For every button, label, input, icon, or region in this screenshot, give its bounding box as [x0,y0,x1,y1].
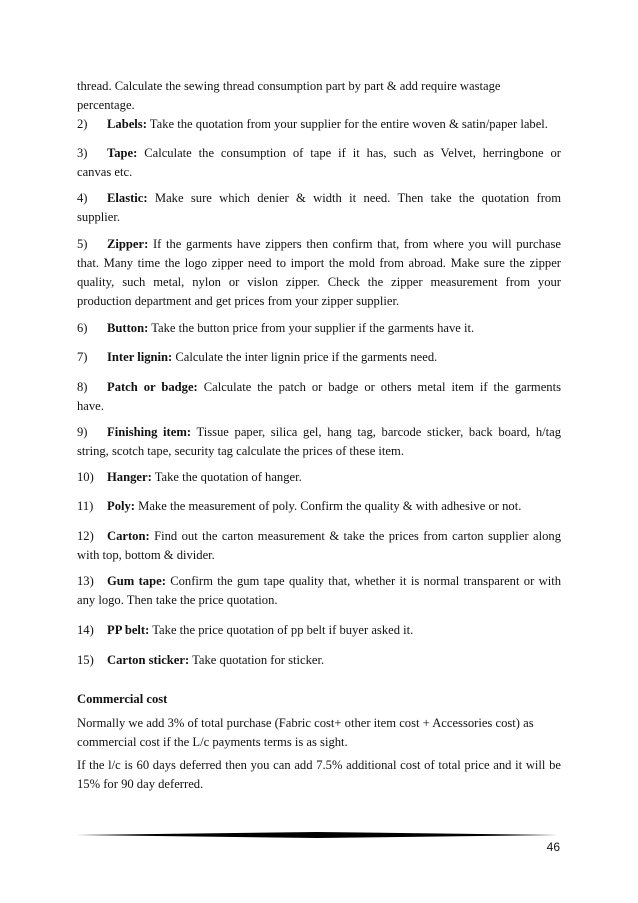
list-item-carton [77,527,561,565]
item-title: Button: [107,321,149,335]
item-title: Carton sticker: [107,653,190,667]
item-title: Elastic: [107,191,148,205]
item-number: 7) [77,350,88,364]
item-text-cont: any logo. Then take the price quotation. [77,593,278,607]
item-text-cont: supplier. [77,210,121,224]
item-number: 9) [77,425,88,439]
item-title: Inter lignin: [107,350,173,364]
item-title: Finishing item: [107,425,192,439]
list-item-finishing [77,423,561,461]
item-number: 6) [77,321,88,335]
list-item-button [77,319,561,338]
intro-paragraph [77,77,561,115]
item-number: 5) [77,237,88,251]
item-number: 3) [77,146,88,160]
item-text: Make sure which denier & width it need. Then take the quotation from [147,191,561,205]
item-text-cont: canvas etc. [77,165,133,179]
list-item-poly [77,497,561,516]
item-text: Take the quotation from your supplier for the entire woven & satin/paper label. [146,117,548,131]
item-title: Zipper: [107,237,149,251]
item-text: Take the quotation of hanger. [151,470,302,484]
page-number: 46 [546,840,560,854]
item-title: PP belt: [107,623,150,637]
list-item-elastic [77,189,561,227]
item-number: 8) [77,380,88,394]
item-number: 15) [77,653,94,667]
item-text: Find out the carton measurement & take the prices from carton supplier along [149,529,561,543]
item-text-cont: production department and get prices from your zipper supplier. [77,294,400,308]
commercial-p1-line-2: commercial cost if the L/c payments terms is as sight. [77,735,348,749]
item-text: If the garments have zippers then confirm that, from where you will purchase [148,237,561,251]
item-text: Calculate the consumption of tape if it has, such as Velvet, herringbone or [137,146,561,160]
section-heading-commercial-cost: Commercial cost [77,692,168,706]
commercial-p1-line-1: Normally we add 3% of total purchase (Fabric cost+ other item cost + Accessories cost) as [77,716,534,730]
list-item-zipper [77,235,561,311]
item-number: 10) [77,470,94,484]
item-title: Tape: [107,146,138,160]
item-number: 14) [77,623,94,637]
list-item-labels [77,115,561,134]
commercial-p2-line-1: If the l/c is 60 days deferred then you can add 7.5% additional cost of total price and it will be [77,758,561,772]
item-text-cont: have. [77,399,104,413]
item-title: Hanger: [107,470,152,484]
intro-line-1: thread. Calculate the sewing thread consumption part by part & add require wastage [77,79,501,93]
list-item-hanger [77,468,561,487]
item-number: 13) [77,574,94,588]
item-number: 11) [77,499,94,513]
commercial-paragraph-1 [77,714,561,752]
item-text: Take quotation for sticker. [189,653,325,667]
footer-divider [76,832,558,838]
commercial-paragraph-2 [77,756,561,794]
item-text: Take the price quotation of pp belt if buyer asked it. [149,623,414,637]
item-text-cont: that. Many time the logo zipper need to import the mold from abroad. Make sure the zipper [77,256,561,270]
item-title: Patch or badge: [107,380,198,394]
list-item-carton-sticker [77,651,561,670]
list-item-patch [77,378,561,416]
item-title: Gum tape: [107,574,166,588]
list-item-inter-lignin [77,348,561,367]
item-text: Calculate the inter lignin price if the garments need. [172,350,438,364]
item-text: Confirm the gum tape quality that, whether it is normal transparent or with [165,574,562,588]
commercial-p2-line-2: 15% for 90 day deferred. [77,777,204,791]
list-item-pp-belt [77,621,561,640]
item-text: Tissue paper, silica gel, hang tag, barcode sticker, back board, h/tag [191,425,561,439]
item-title: Labels: [107,117,147,131]
item-title: Carton: [107,529,150,543]
item-text-cont: with top, bottom & divider. [77,548,215,562]
list-item-tape [77,144,561,182]
list-item-gum-tape [77,572,561,610]
intro-line-2: percentage. [77,98,135,112]
item-number: 12) [77,529,94,543]
item-number: 2) [77,117,88,131]
item-text: Calculate the patch or badge or others metal item if the garments [197,380,562,394]
item-text-cont: string, scotch tape, security tag calculate the prices of these item. [77,444,404,458]
item-number: 4) [77,191,88,205]
item-title: Poly: [107,499,135,513]
item-text-cont: quality, such metal, nylon or vislon zipper. Check the zipper measurement from your [77,275,561,289]
item-text: Take the button price from your supplier if the garments have it. [148,321,475,335]
item-text: Make the measurement of poly. Confirm the quality & with adhesive or not. [134,499,522,513]
